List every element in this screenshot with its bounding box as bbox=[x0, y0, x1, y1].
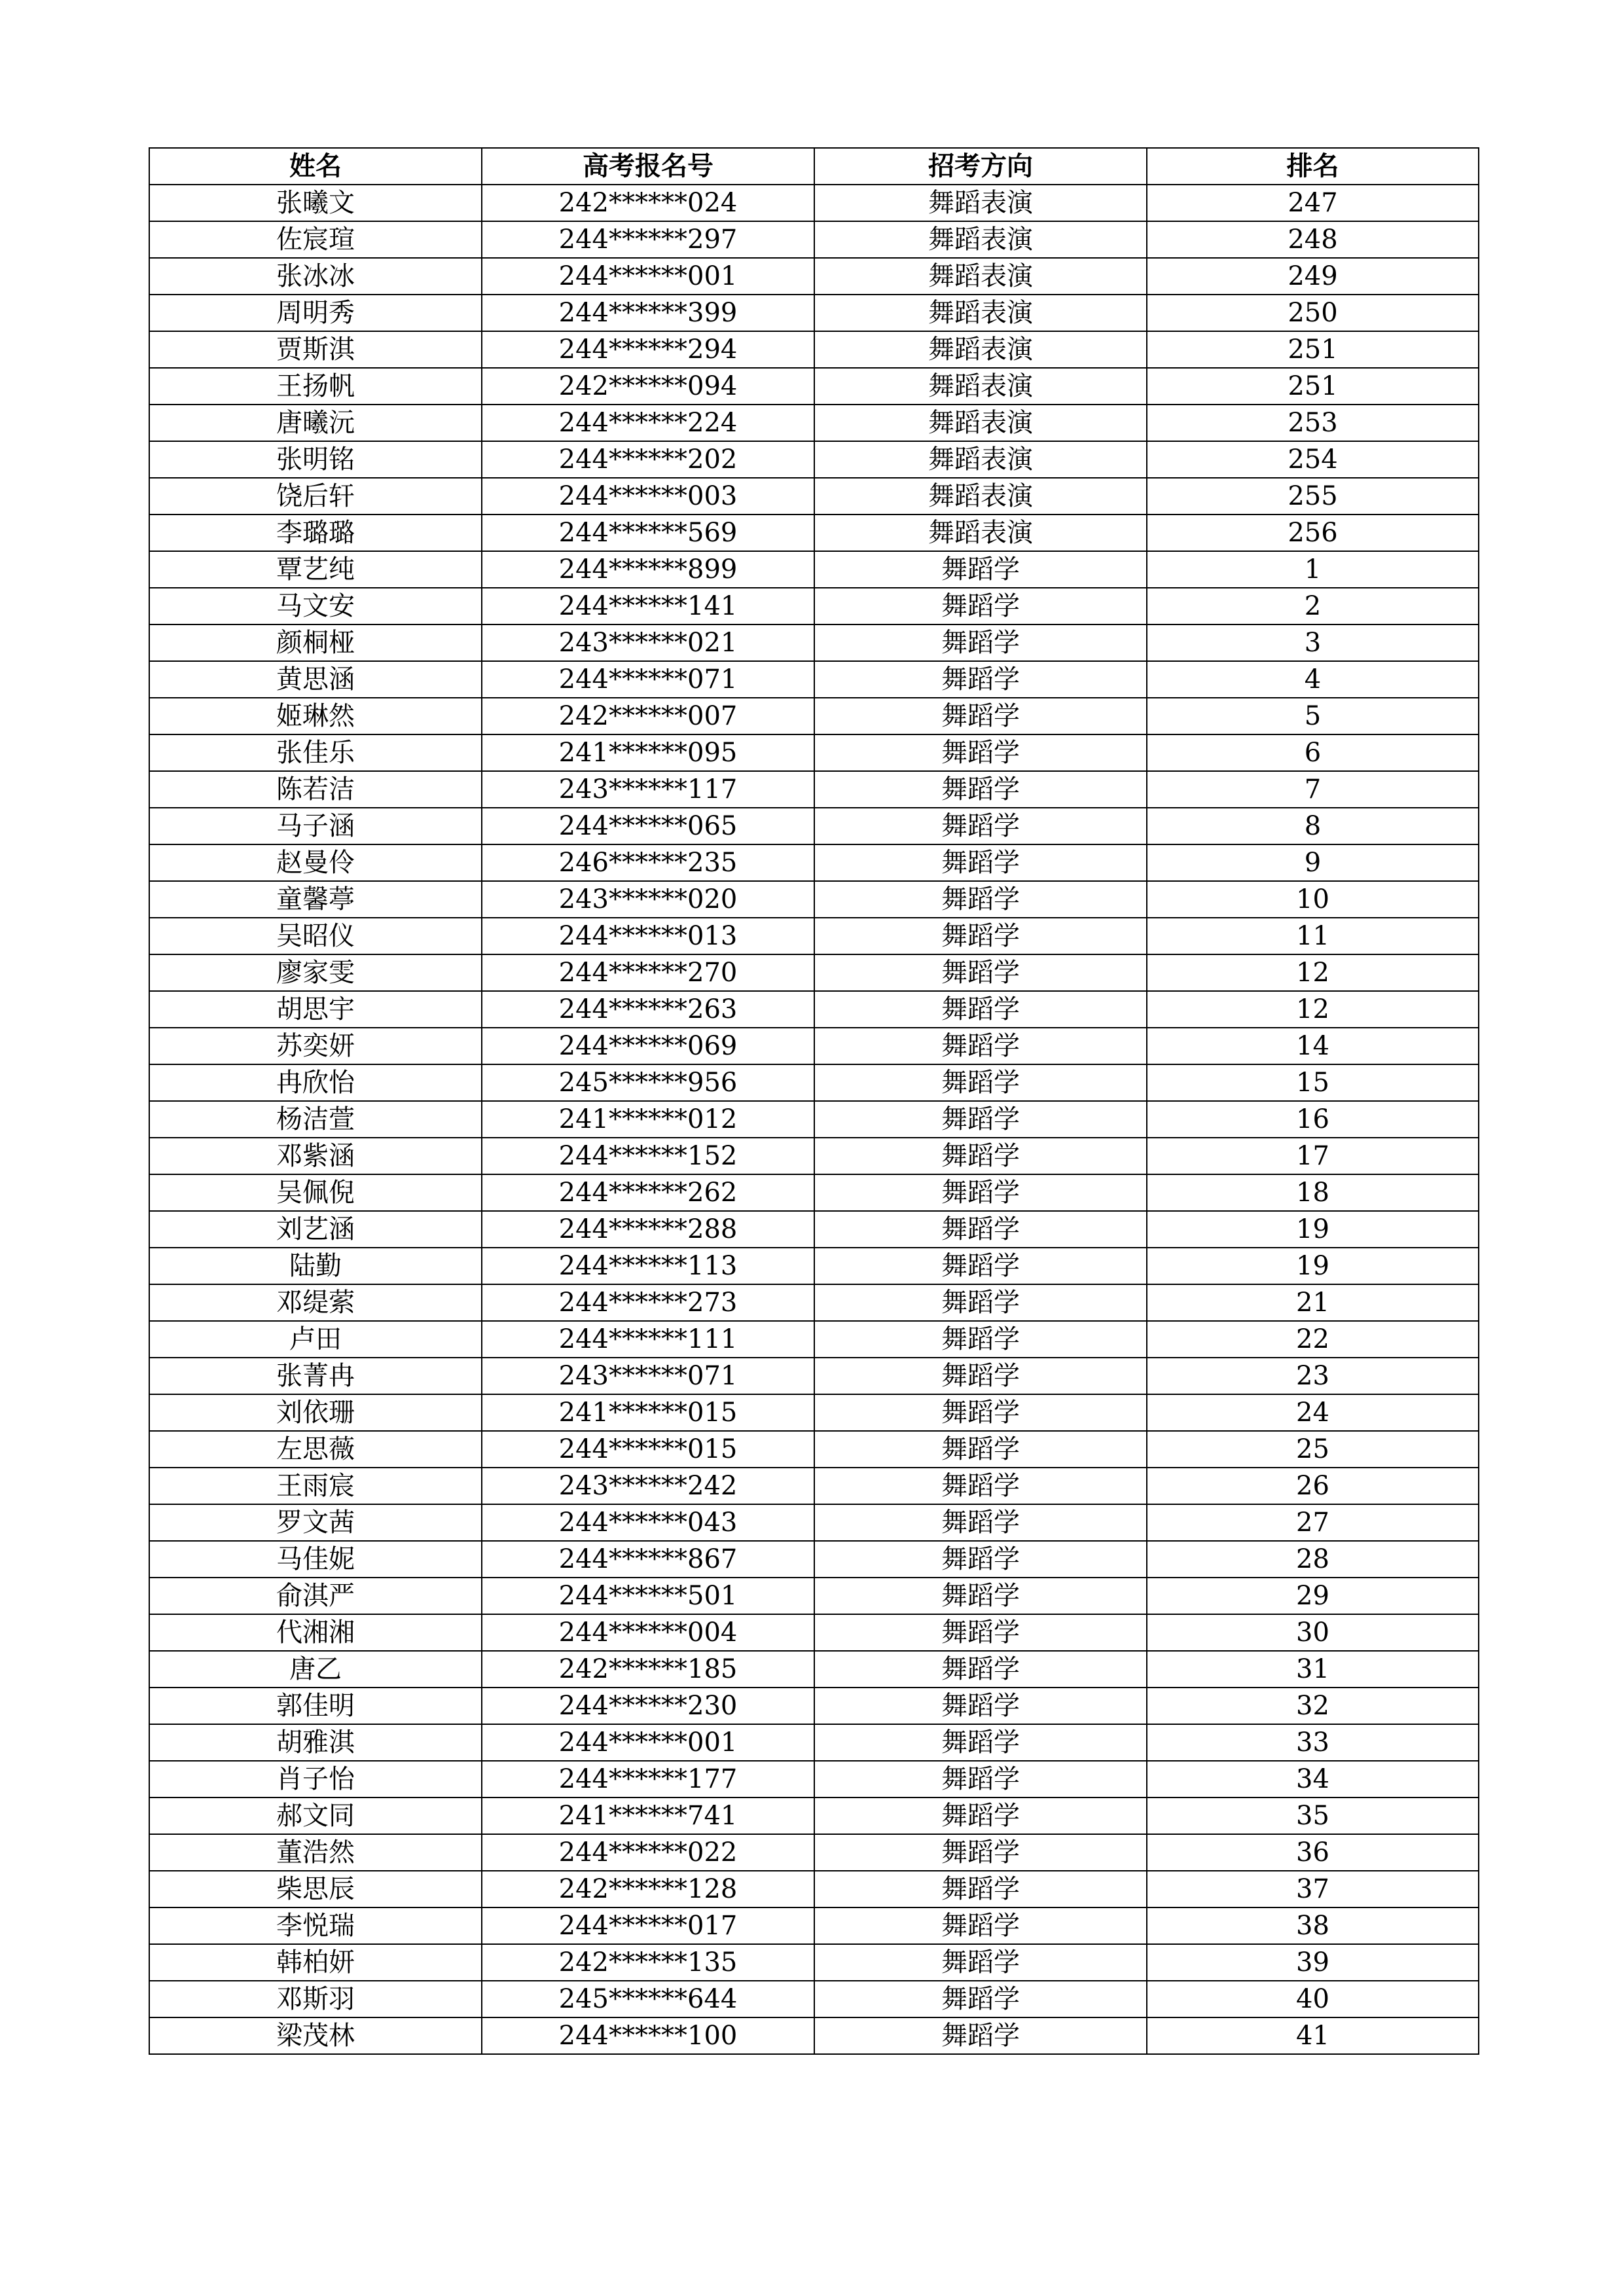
cell-name: 黄思涵 bbox=[149, 661, 482, 698]
cell-rank: 253 bbox=[1147, 405, 1479, 441]
cell-direction: 舞蹈学 bbox=[814, 1578, 1147, 1614]
cell-name: 卢田 bbox=[149, 1321, 482, 1358]
cell-rank: 30 bbox=[1147, 1614, 1479, 1651]
cell-direction: 舞蹈表演 bbox=[814, 441, 1147, 478]
table-row bbox=[149, 1468, 1479, 1504]
cell-name: 苏奕妍 bbox=[149, 1028, 482, 1064]
cell-direction: 舞蹈学 bbox=[814, 918, 1147, 954]
cell-name: 罗文茜 bbox=[149, 1504, 482, 1541]
cell-name: 张佳乐 bbox=[149, 734, 482, 771]
cell-direction: 舞蹈学 bbox=[814, 1064, 1147, 1101]
table-row bbox=[149, 295, 1479, 331]
cell-exam-id: 244******399 bbox=[482, 295, 814, 331]
cell-direction: 舞蹈学 bbox=[814, 1871, 1147, 1907]
cell-name: 杨洁萱 bbox=[149, 1101, 482, 1138]
table-row bbox=[149, 1724, 1479, 1761]
cell-exam-id: 241******741 bbox=[482, 1798, 814, 1834]
cell-direction: 舞蹈表演 bbox=[814, 185, 1147, 221]
table-row bbox=[149, 1981, 1479, 2017]
cell-rank: 254 bbox=[1147, 441, 1479, 478]
cell-exam-id: 244******015 bbox=[482, 1431, 814, 1468]
cell-rank: 249 bbox=[1147, 258, 1479, 295]
header-rank: 排名 bbox=[1147, 148, 1479, 185]
cell-name: 童馨葶 bbox=[149, 881, 482, 918]
cell-exam-id: 244******294 bbox=[482, 331, 814, 368]
cell-name: 郝文同 bbox=[149, 1798, 482, 1834]
cell-exam-id: 244******004 bbox=[482, 1614, 814, 1651]
header-exam-id: 高考报名号 bbox=[482, 148, 814, 185]
cell-direction: 舞蹈学 bbox=[814, 1944, 1147, 1981]
cell-rank: 9 bbox=[1147, 844, 1479, 881]
table-row bbox=[149, 1688, 1479, 1724]
cell-direction: 舞蹈学 bbox=[814, 1138, 1147, 1174]
cell-exam-id: 244******263 bbox=[482, 991, 814, 1028]
cell-exam-id: 245******644 bbox=[482, 1981, 814, 2017]
table-row bbox=[149, 405, 1479, 441]
cell-exam-id: 243******071 bbox=[482, 1358, 814, 1394]
cell-name: 马子涵 bbox=[149, 808, 482, 844]
cell-direction: 舞蹈学 bbox=[814, 698, 1147, 734]
table-row bbox=[149, 1907, 1479, 1944]
table-row bbox=[149, 1614, 1479, 1651]
cell-name: 肖子怡 bbox=[149, 1761, 482, 1798]
table-row bbox=[149, 1321, 1479, 1358]
cell-rank: 39 bbox=[1147, 1944, 1479, 1981]
table-row bbox=[149, 478, 1479, 515]
header-direction: 招考方向 bbox=[814, 148, 1147, 185]
cell-exam-id: 244******001 bbox=[482, 258, 814, 295]
cell-rank: 16 bbox=[1147, 1101, 1479, 1138]
cell-direction: 舞蹈学 bbox=[814, 1394, 1147, 1431]
cell-exam-id: 242******185 bbox=[482, 1651, 814, 1688]
cell-rank: 33 bbox=[1147, 1724, 1479, 1761]
cell-rank: 1 bbox=[1147, 551, 1479, 588]
cell-rank: 18 bbox=[1147, 1174, 1479, 1211]
header-row bbox=[149, 148, 1479, 185]
cell-name: 廖家雯 bbox=[149, 954, 482, 991]
cell-exam-id: 244******899 bbox=[482, 551, 814, 588]
table-row bbox=[149, 551, 1479, 588]
cell-exam-id: 244******013 bbox=[482, 918, 814, 954]
table-row bbox=[149, 331, 1479, 368]
cell-exam-id: 244******069 bbox=[482, 1028, 814, 1064]
cell-rank: 22 bbox=[1147, 1321, 1479, 1358]
cell-rank: 29 bbox=[1147, 1578, 1479, 1614]
table-row bbox=[149, 368, 1479, 405]
cell-direction: 舞蹈学 bbox=[814, 1211, 1147, 1248]
table-row bbox=[149, 918, 1479, 954]
cell-exam-id: 244******141 bbox=[482, 588, 814, 624]
cell-direction: 舞蹈学 bbox=[814, 1431, 1147, 1468]
cell-name: 邓缇萦 bbox=[149, 1284, 482, 1321]
table-row bbox=[149, 1944, 1479, 1981]
cell-rank: 23 bbox=[1147, 1358, 1479, 1394]
table-row bbox=[149, 1504, 1479, 1541]
cell-name: 佐宸瑄 bbox=[149, 221, 482, 258]
cell-rank: 12 bbox=[1147, 991, 1479, 1028]
table-row bbox=[149, 661, 1479, 698]
cell-exam-id: 243******117 bbox=[482, 771, 814, 808]
cell-name: 马文安 bbox=[149, 588, 482, 624]
cell-name: 胡思宇 bbox=[149, 991, 482, 1028]
cell-exam-id: 242******128 bbox=[482, 1871, 814, 1907]
cell-name: 王扬帆 bbox=[149, 368, 482, 405]
cell-rank: 32 bbox=[1147, 1688, 1479, 1724]
cell-exam-id: 241******095 bbox=[482, 734, 814, 771]
cell-direction: 舞蹈学 bbox=[814, 1907, 1147, 1944]
cell-name: 饶后轩 bbox=[149, 478, 482, 515]
cell-rank: 24 bbox=[1147, 1394, 1479, 1431]
cell-rank: 250 bbox=[1147, 295, 1479, 331]
cell-name: 刘依珊 bbox=[149, 1394, 482, 1431]
table-row bbox=[149, 1394, 1479, 1431]
table-row bbox=[149, 844, 1479, 881]
cell-rank: 3 bbox=[1147, 624, 1479, 661]
cell-rank: 11 bbox=[1147, 918, 1479, 954]
cell-exam-id: 242******024 bbox=[482, 185, 814, 221]
cell-exam-id: 244******152 bbox=[482, 1138, 814, 1174]
cell-direction: 舞蹈学 bbox=[814, 771, 1147, 808]
table-row bbox=[149, 991, 1479, 1028]
cell-exam-id: 243******242 bbox=[482, 1468, 814, 1504]
cell-rank: 26 bbox=[1147, 1468, 1479, 1504]
cell-direction: 舞蹈学 bbox=[814, 1358, 1147, 1394]
cell-exam-id: 244******003 bbox=[482, 478, 814, 515]
cell-exam-id: 244******262 bbox=[482, 1174, 814, 1211]
cell-rank: 38 bbox=[1147, 1907, 1479, 1944]
table-row bbox=[149, 1798, 1479, 1834]
cell-exam-id: 244******273 bbox=[482, 1284, 814, 1321]
table-row bbox=[149, 1028, 1479, 1064]
cell-exam-id: 241******015 bbox=[482, 1394, 814, 1431]
cell-name: 邓斯羽 bbox=[149, 1981, 482, 2017]
cell-name: 周明秀 bbox=[149, 295, 482, 331]
cell-direction: 舞蹈学 bbox=[814, 991, 1147, 1028]
cell-exam-id: 244******001 bbox=[482, 1724, 814, 1761]
table-row bbox=[149, 881, 1479, 918]
table-row bbox=[149, 1761, 1479, 1798]
cell-name: 姬琳然 bbox=[149, 698, 482, 734]
cell-rank: 34 bbox=[1147, 1761, 1479, 1798]
header-name: 姓名 bbox=[149, 148, 482, 185]
cell-name: 张明铭 bbox=[149, 441, 482, 478]
cell-name: 陈若洁 bbox=[149, 771, 482, 808]
cell-name: 胡雅淇 bbox=[149, 1724, 482, 1761]
cell-direction: 舞蹈表演 bbox=[814, 221, 1147, 258]
cell-rank: 7 bbox=[1147, 771, 1479, 808]
cell-exam-id: 242******135 bbox=[482, 1944, 814, 1981]
cell-direction: 舞蹈学 bbox=[814, 1028, 1147, 1064]
cell-rank: 247 bbox=[1147, 185, 1479, 221]
cell-rank: 5 bbox=[1147, 698, 1479, 734]
cell-rank: 256 bbox=[1147, 515, 1479, 551]
cell-rank: 14 bbox=[1147, 1028, 1479, 1064]
cell-rank: 6 bbox=[1147, 734, 1479, 771]
cell-direction: 舞蹈学 bbox=[814, 624, 1147, 661]
table-row bbox=[149, 1101, 1479, 1138]
cell-name: 陆勤 bbox=[149, 1248, 482, 1284]
cell-name: 梁茂林 bbox=[149, 2017, 482, 2054]
cell-rank: 10 bbox=[1147, 881, 1479, 918]
table-row bbox=[149, 1211, 1479, 1248]
cell-exam-id: 244******065 bbox=[482, 808, 814, 844]
cell-name: 郭佳明 bbox=[149, 1688, 482, 1724]
cell-direction: 舞蹈学 bbox=[814, 1724, 1147, 1761]
cell-name: 张冰冰 bbox=[149, 258, 482, 295]
table-row bbox=[149, 1284, 1479, 1321]
cell-rank: 35 bbox=[1147, 1798, 1479, 1834]
cell-name: 俞淇严 bbox=[149, 1578, 482, 1614]
cell-name: 贾斯淇 bbox=[149, 331, 482, 368]
cell-rank: 36 bbox=[1147, 1834, 1479, 1871]
cell-direction: 舞蹈学 bbox=[814, 881, 1147, 918]
cell-direction: 舞蹈学 bbox=[814, 844, 1147, 881]
cell-exam-id: 243******021 bbox=[482, 624, 814, 661]
cell-exam-id: 243******020 bbox=[482, 881, 814, 918]
cell-exam-id: 244******224 bbox=[482, 405, 814, 441]
cell-rank: 25 bbox=[1147, 1431, 1479, 1468]
cell-exam-id: 242******007 bbox=[482, 698, 814, 734]
cell-direction: 舞蹈学 bbox=[814, 808, 1147, 844]
cell-direction: 舞蹈学 bbox=[814, 1284, 1147, 1321]
cell-name: 左思薇 bbox=[149, 1431, 482, 1468]
cell-rank: 248 bbox=[1147, 221, 1479, 258]
cell-direction: 舞蹈学 bbox=[814, 1101, 1147, 1138]
cell-rank: 17 bbox=[1147, 1138, 1479, 1174]
cell-name: 吴昭仪 bbox=[149, 918, 482, 954]
table-row bbox=[149, 588, 1479, 624]
cell-name: 刘艺涵 bbox=[149, 1211, 482, 1248]
table-row bbox=[149, 771, 1479, 808]
cell-exam-id: 244******569 bbox=[482, 515, 814, 551]
cell-rank: 40 bbox=[1147, 1981, 1479, 2017]
cell-name: 唐曦沅 bbox=[149, 405, 482, 441]
table-row bbox=[149, 441, 1479, 478]
cell-direction: 舞蹈表演 bbox=[814, 405, 1147, 441]
cell-direction: 舞蹈学 bbox=[814, 661, 1147, 698]
cell-direction: 舞蹈学 bbox=[814, 1798, 1147, 1834]
cell-exam-id: 244******043 bbox=[482, 1504, 814, 1541]
cell-direction: 舞蹈学 bbox=[814, 1468, 1147, 1504]
cell-rank: 28 bbox=[1147, 1541, 1479, 1578]
cell-direction: 舞蹈学 bbox=[814, 1174, 1147, 1211]
table-row bbox=[149, 2017, 1479, 2054]
cell-exam-id: 244******288 bbox=[482, 1211, 814, 1248]
cell-exam-id: 244******270 bbox=[482, 954, 814, 991]
table-row bbox=[149, 698, 1479, 734]
cell-direction: 舞蹈学 bbox=[814, 1248, 1147, 1284]
table-row bbox=[149, 1358, 1479, 1394]
cell-rank: 251 bbox=[1147, 331, 1479, 368]
cell-exam-id: 244******177 bbox=[482, 1761, 814, 1798]
cell-direction: 舞蹈学 bbox=[814, 734, 1147, 771]
table-row bbox=[149, 734, 1479, 771]
cell-exam-id: 244******501 bbox=[482, 1578, 814, 1614]
cell-rank: 15 bbox=[1147, 1064, 1479, 1101]
cell-exam-id: 246******235 bbox=[482, 844, 814, 881]
table-row bbox=[149, 1174, 1479, 1211]
cell-name: 唐乙 bbox=[149, 1651, 482, 1688]
table-row bbox=[149, 515, 1479, 551]
table-row bbox=[149, 1541, 1479, 1578]
table-row bbox=[149, 1248, 1479, 1284]
table-row bbox=[149, 808, 1479, 844]
cell-name: 邓紫涵 bbox=[149, 1138, 482, 1174]
cell-exam-id: 244******100 bbox=[482, 2017, 814, 2054]
cell-rank: 8 bbox=[1147, 808, 1479, 844]
table-row bbox=[149, 954, 1479, 991]
cell-exam-id: 244******230 bbox=[482, 1688, 814, 1724]
cell-direction: 舞蹈学 bbox=[814, 1651, 1147, 1688]
cell-direction: 舞蹈学 bbox=[814, 1761, 1147, 1798]
table-row bbox=[149, 1138, 1479, 1174]
cell-direction: 舞蹈学 bbox=[814, 588, 1147, 624]
cell-rank: 19 bbox=[1147, 1248, 1479, 1284]
table-row bbox=[149, 1064, 1479, 1101]
cell-direction: 舞蹈表演 bbox=[814, 295, 1147, 331]
cell-direction: 舞蹈学 bbox=[814, 1834, 1147, 1871]
cell-exam-id: 244******111 bbox=[482, 1321, 814, 1358]
table-row bbox=[149, 1871, 1479, 1907]
cell-direction: 舞蹈表演 bbox=[814, 331, 1147, 368]
cell-name: 柴思辰 bbox=[149, 1871, 482, 1907]
cell-rank: 27 bbox=[1147, 1504, 1479, 1541]
cell-name: 李悦瑞 bbox=[149, 1907, 482, 1944]
cell-name: 李璐璐 bbox=[149, 515, 482, 551]
cell-name: 颜桐桠 bbox=[149, 624, 482, 661]
ranking-table bbox=[149, 147, 1479, 2055]
cell-rank: 2 bbox=[1147, 588, 1479, 624]
cell-direction: 舞蹈学 bbox=[814, 1688, 1147, 1724]
cell-rank: 19 bbox=[1147, 1211, 1479, 1248]
cell-name: 张曦文 bbox=[149, 185, 482, 221]
cell-exam-id: 244******017 bbox=[482, 1907, 814, 1944]
table-row bbox=[149, 185, 1479, 221]
cell-exam-id: 242******094 bbox=[482, 368, 814, 405]
table-row bbox=[149, 624, 1479, 661]
cell-exam-id: 244******202 bbox=[482, 441, 814, 478]
cell-direction: 舞蹈表演 bbox=[814, 258, 1147, 295]
table-row bbox=[149, 1578, 1479, 1614]
cell-direction: 舞蹈学 bbox=[814, 1504, 1147, 1541]
cell-exam-id: 244******071 bbox=[482, 661, 814, 698]
cell-exam-id: 241******012 bbox=[482, 1101, 814, 1138]
cell-name: 冉欣怡 bbox=[149, 1064, 482, 1101]
cell-name: 赵曼伶 bbox=[149, 844, 482, 881]
cell-name: 吴佩倪 bbox=[149, 1174, 482, 1211]
cell-direction: 舞蹈学 bbox=[814, 551, 1147, 588]
cell-direction: 舞蹈学 bbox=[814, 1541, 1147, 1578]
table-row bbox=[149, 1834, 1479, 1871]
table-row bbox=[149, 258, 1479, 295]
table-header bbox=[149, 148, 1479, 185]
cell-direction: 舞蹈表演 bbox=[814, 478, 1147, 515]
cell-name: 张菁冉 bbox=[149, 1358, 482, 1394]
table-row bbox=[149, 1651, 1479, 1688]
cell-rank: 251 bbox=[1147, 368, 1479, 405]
cell-rank: 12 bbox=[1147, 954, 1479, 991]
cell-name: 马佳妮 bbox=[149, 1541, 482, 1578]
table-body bbox=[149, 185, 1479, 2054]
cell-direction: 舞蹈表演 bbox=[814, 368, 1147, 405]
cell-rank: 37 bbox=[1147, 1871, 1479, 1907]
cell-name: 韩柏妍 bbox=[149, 1944, 482, 1981]
table-row bbox=[149, 221, 1479, 258]
cell-rank: 255 bbox=[1147, 478, 1479, 515]
cell-name: 王雨宸 bbox=[149, 1468, 482, 1504]
cell-direction: 舞蹈表演 bbox=[814, 515, 1147, 551]
cell-exam-id: 244******022 bbox=[482, 1834, 814, 1871]
cell-rank: 31 bbox=[1147, 1651, 1479, 1688]
cell-name: 董浩然 bbox=[149, 1834, 482, 1871]
cell-rank: 4 bbox=[1147, 661, 1479, 698]
cell-name: 代湘湘 bbox=[149, 1614, 482, 1651]
cell-direction: 舞蹈学 bbox=[814, 2017, 1147, 2054]
cell-exam-id: 244******867 bbox=[482, 1541, 814, 1578]
table-row bbox=[149, 1431, 1479, 1468]
cell-direction: 舞蹈学 bbox=[814, 1981, 1147, 2017]
cell-rank: 21 bbox=[1147, 1284, 1479, 1321]
cell-exam-id: 244******297 bbox=[482, 221, 814, 258]
cell-direction: 舞蹈学 bbox=[814, 954, 1147, 991]
cell-direction: 舞蹈学 bbox=[814, 1321, 1147, 1358]
cell-exam-id: 244******113 bbox=[482, 1248, 814, 1284]
cell-exam-id: 245******956 bbox=[482, 1064, 814, 1101]
cell-rank: 41 bbox=[1147, 2017, 1479, 2054]
cell-direction: 舞蹈学 bbox=[814, 1614, 1147, 1651]
cell-name: 覃艺纯 bbox=[149, 551, 482, 588]
